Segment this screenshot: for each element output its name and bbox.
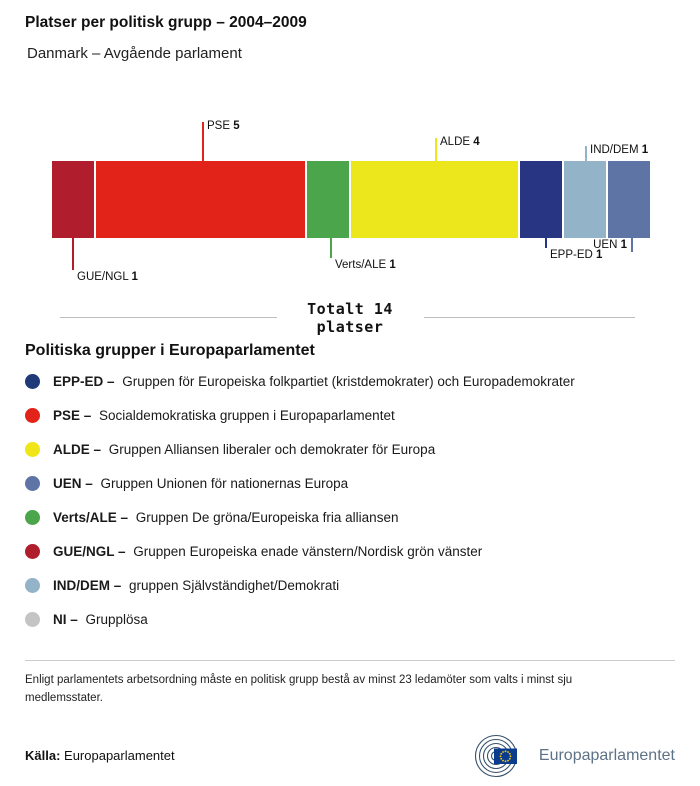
callout-line-pse <box>202 122 204 161</box>
callout-line-epp-ed <box>545 238 547 248</box>
legend-items <box>25 374 675 627</box>
bar-segment-epp-ed <box>520 161 562 238</box>
legend-item-gue-ngl <box>25 544 675 559</box>
legend-label-ni: NI – Grupplösa <box>53 612 148 627</box>
legend-item-epp-ed <box>25 374 675 389</box>
legend-item-pse <box>25 408 675 423</box>
callout-label-pse: PSE 5 <box>207 120 240 132</box>
footnote: Enligt parlamentets arbetsordning måste en politisk grupp bestå av minst 23 ledamöter som valts i minst sju medlemsstater. <box>25 674 573 704</box>
callout-label-ind-dem: IND/DEM 1 <box>590 144 649 156</box>
header <box>0 0 700 62</box>
legend-dot-ind-dem <box>25 578 40 593</box>
footer-divider <box>25 660 675 661</box>
callout-line-gue-ngl <box>72 238 74 270</box>
callout-label-verts-ale: Verts/ALE 1 <box>335 259 396 271</box>
bar-segment-alde <box>351 161 518 238</box>
total-seats-block <box>0 296 700 342</box>
legend-item-uen <box>25 476 675 491</box>
stacked-bar <box>52 161 650 238</box>
source-label: Källa: <box>25 748 61 764</box>
bar-segment-gue-ngl <box>52 161 94 238</box>
legend-label-ind-dem: IND/DEM – gruppen Självständighet/Demokrati <box>53 578 340 593</box>
legend-dot-epp-ed <box>25 374 40 389</box>
source <box>25 748 175 763</box>
legend-dot-verts-ale <box>25 510 40 525</box>
legend-dot-uen <box>25 476 40 491</box>
bar-segment-ind-dem <box>564 161 606 238</box>
bar-segment-uen <box>608 161 650 238</box>
ep-logo-block <box>458 732 675 780</box>
bar-segment-pse <box>96 161 305 238</box>
callout-label-alde: ALDE 4 <box>440 136 480 148</box>
legend-item-ni <box>25 612 675 627</box>
legend-dot-gue-ngl <box>25 544 40 559</box>
page-subtitle: Danmark – Avgående parlament <box>27 45 242 62</box>
legend-title: Politiska grupper i Europaparlamentet <box>25 342 315 359</box>
legend-label-alde: ALDE – Gruppen Alliansen liberaler och demokrater för Europa <box>53 442 436 457</box>
legend-label-gue-ngl: GUE/NGL – Gruppen Europeiska enade vänstern/Nordisk grön vänster <box>53 544 483 559</box>
footer <box>25 732 675 780</box>
total-seats-line1: Totalt 14 <box>307 300 393 318</box>
bar-segment-verts-ale <box>307 161 349 238</box>
callout-line-uen <box>631 238 633 252</box>
legend-item-alde <box>25 442 675 457</box>
callout-line-verts-ale <box>330 238 332 258</box>
total-seats-line2: platser <box>316 318 384 336</box>
legend-dot-pse <box>25 408 40 423</box>
legend-label-verts-ale: Verts/ALE – Gruppen De gröna/Europeiska fria alliansen <box>53 510 399 525</box>
legend-dot-ni <box>25 612 40 627</box>
callout-label-gue-ngl: GUE/NGL 1 <box>77 271 138 283</box>
legend-label-pse: PSE – Socialdemokratiska gruppen i Europaparlamentet <box>53 408 395 423</box>
page-title: Platser per politisk grupp – 2004–2009 <box>25 14 307 31</box>
ep-logo-icon <box>458 732 532 780</box>
ep-logo-text: Europaparlamentet <box>538 746 675 764</box>
callout-label-epp-ed: EPP-ED 1 <box>550 249 603 261</box>
chart-area <box>0 98 700 288</box>
legend-label-uen: UEN – Gruppen Unionen för nationernas Europa <box>53 476 349 491</box>
callout-label-uen: UEN 1 <box>593 239 627 251</box>
source-value: Europaparlamentet <box>64 748 175 764</box>
legend-dot-alde <box>25 442 40 457</box>
callout-line-alde <box>435 138 437 161</box>
legend <box>25 342 675 627</box>
legend-label-epp-ed: EPP-ED – Gruppen för Europeiska folkpartiet (kristdemokrater) och Europademokrater <box>53 374 575 389</box>
legend-item-ind-dem <box>25 578 675 593</box>
callout-line-ind-dem <box>585 146 587 161</box>
legend-item-verts-ale <box>25 510 675 525</box>
